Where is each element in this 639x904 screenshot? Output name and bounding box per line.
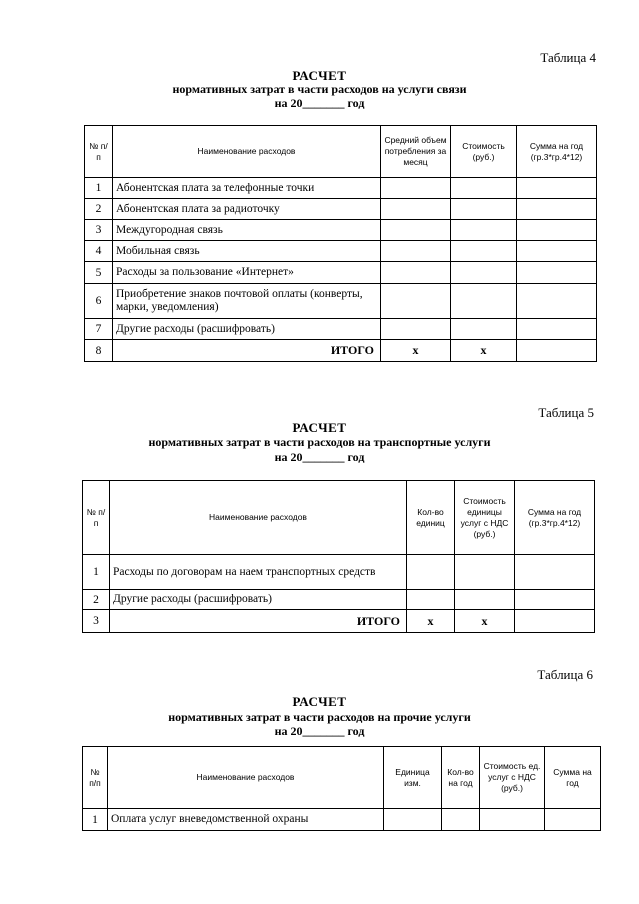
- cell-input[interactable]: [517, 241, 597, 262]
- cell-input[interactable]: [480, 809, 545, 831]
- row-number: 5: [85, 262, 113, 284]
- header-quantity: Кол-во на год: [442, 747, 480, 809]
- row-name: Другие расходы (расшифровать): [113, 319, 381, 340]
- table-6: [82, 746, 601, 831]
- table-header-row: [85, 126, 597, 178]
- table-row: [83, 555, 595, 590]
- row-number: 1: [83, 555, 110, 590]
- row-number: 1: [83, 809, 108, 831]
- cell-input[interactable]: [455, 555, 515, 590]
- cell-input[interactable]: [381, 262, 451, 284]
- row-name: Расходы за пользование «Интернет»: [113, 262, 381, 284]
- table-5: [82, 480, 595, 633]
- header-year-sum: Сумма на год (гр.3*гр.4*12): [515, 481, 595, 555]
- cell-input[interactable]: [517, 220, 597, 241]
- cell-input[interactable]: [451, 319, 517, 340]
- header-cost: Стоимость (руб.): [451, 126, 517, 178]
- header-unit-cost: Стоимость единицы услуг с НДС (руб.): [455, 481, 515, 555]
- cell-input[interactable]: [455, 590, 515, 610]
- table-row: [83, 590, 595, 610]
- row-name: Абонентская плата за телефонные точки: [113, 178, 381, 199]
- table-row: [85, 220, 597, 241]
- row-name: Приобретение знаков почтовой оплаты (конверты, марки, уведомления): [113, 284, 381, 319]
- row-name: Расходы по договорам на наем транспортных средств: [110, 555, 407, 590]
- table-5-title: РАСЧЕТ: [292, 420, 347, 435]
- row-number: 2: [83, 590, 110, 610]
- cell-input[interactable]: [517, 199, 597, 220]
- header-name: Наименование расходов: [110, 481, 407, 555]
- cell-input[interactable]: [515, 555, 595, 590]
- header-year-sum: Сумма на год: [545, 747, 601, 809]
- table-5-subtitle: нормативных затрат в части расходов на транспортные услуги: [148, 435, 491, 449]
- total-row: [83, 610, 595, 633]
- row-number: 8: [85, 340, 113, 362]
- cell-input[interactable]: [517, 178, 597, 199]
- header-num: № п/п: [83, 481, 110, 555]
- total-x-mark: х: [451, 340, 517, 362]
- table-row: [85, 262, 597, 284]
- cell-input[interactable]: [381, 241, 451, 262]
- total-x-mark: х: [455, 610, 515, 633]
- table-header-row: [83, 747, 601, 809]
- table-row: [85, 319, 597, 340]
- cell-input[interactable]: [451, 199, 517, 220]
- header-num: № п/п: [83, 747, 108, 809]
- header-quantity: Кол-во единиц: [407, 481, 455, 555]
- header-unit-cost: Стоимость ед. услуг с НДС (руб.): [480, 747, 545, 809]
- cell-input[interactable]: [407, 590, 455, 610]
- header-volume: Средний объем потребления за месяц: [381, 126, 451, 178]
- cell-input[interactable]: [515, 610, 595, 633]
- cell-input[interactable]: [451, 220, 517, 241]
- cell-input[interactable]: [381, 319, 451, 340]
- table-6-title: РАСЧЕТ: [292, 694, 347, 709]
- table-row: [85, 241, 597, 262]
- table-4-year: на 20_______ год: [274, 96, 365, 110]
- table-row: [83, 809, 601, 831]
- row-number: 4: [85, 241, 113, 262]
- row-number: 3: [83, 610, 110, 633]
- total-x-mark: х: [381, 340, 451, 362]
- table-6-label: Таблица 6: [537, 667, 593, 682]
- row-number: 7: [85, 319, 113, 340]
- table-row: [85, 284, 597, 319]
- cell-input[interactable]: [407, 555, 455, 590]
- cell-input[interactable]: [517, 340, 597, 362]
- table-6-subtitle: нормативных затрат в части расходов на прочие услуги: [168, 710, 471, 724]
- cell-input[interactable]: [381, 284, 451, 319]
- cell-input[interactable]: [381, 199, 451, 220]
- table-4-title: РАСЧЕТ: [292, 68, 347, 83]
- cell-input[interactable]: [451, 284, 517, 319]
- total-label: ИТОГО: [110, 610, 407, 633]
- row-number: 2: [85, 199, 113, 220]
- header-name: Наименование расходов: [108, 747, 384, 809]
- row-number: 3: [85, 220, 113, 241]
- row-number: 6: [85, 284, 113, 319]
- header-name: Наименование расходов: [113, 126, 381, 178]
- cell-input[interactable]: [515, 590, 595, 610]
- row-name: Другие расходы (расшифровать): [110, 590, 407, 610]
- table-5-year: на 20_______ год: [274, 450, 365, 464]
- cell-input[interactable]: [517, 284, 597, 319]
- table-5-label: Таблица 5: [538, 405, 594, 420]
- cell-input[interactable]: [517, 262, 597, 284]
- table-header-row: [83, 481, 595, 555]
- row-name: Абонентская плата за радиоточку: [113, 199, 381, 220]
- total-label: ИТОГО: [113, 340, 381, 362]
- total-row: [85, 340, 597, 362]
- cell-input[interactable]: [517, 319, 597, 340]
- table-4-subtitle: нормативных затрат в части расходов на услуги связи: [172, 82, 467, 96]
- table-row: [85, 178, 597, 199]
- row-name: Оплата услуг вневедомственной охраны: [108, 809, 384, 831]
- table-4-label: Таблица 4: [540, 50, 596, 65]
- cell-input[interactable]: [545, 809, 601, 831]
- cell-input[interactable]: [381, 220, 451, 241]
- cell-input[interactable]: [381, 178, 451, 199]
- row-number: 1: [85, 178, 113, 199]
- row-name: Мобильная связь: [113, 241, 381, 262]
- cell-input[interactable]: [451, 241, 517, 262]
- cell-input[interactable]: [442, 809, 480, 831]
- cell-input[interactable]: [451, 262, 517, 284]
- table-4: [84, 125, 597, 362]
- header-unit: Единица изм.: [384, 747, 442, 809]
- header-year-sum: Сумма на год (гр.3*гр.4*12): [517, 126, 597, 178]
- cell-input[interactable]: [451, 178, 517, 199]
- row-name: Междугородная связь: [113, 220, 381, 241]
- total-x-mark: х: [407, 610, 455, 633]
- cell-input[interactable]: [384, 809, 442, 831]
- table-row: [85, 199, 597, 220]
- table-6-year: на 20_______ год: [274, 724, 365, 738]
- header-num: № п/п: [85, 126, 113, 178]
